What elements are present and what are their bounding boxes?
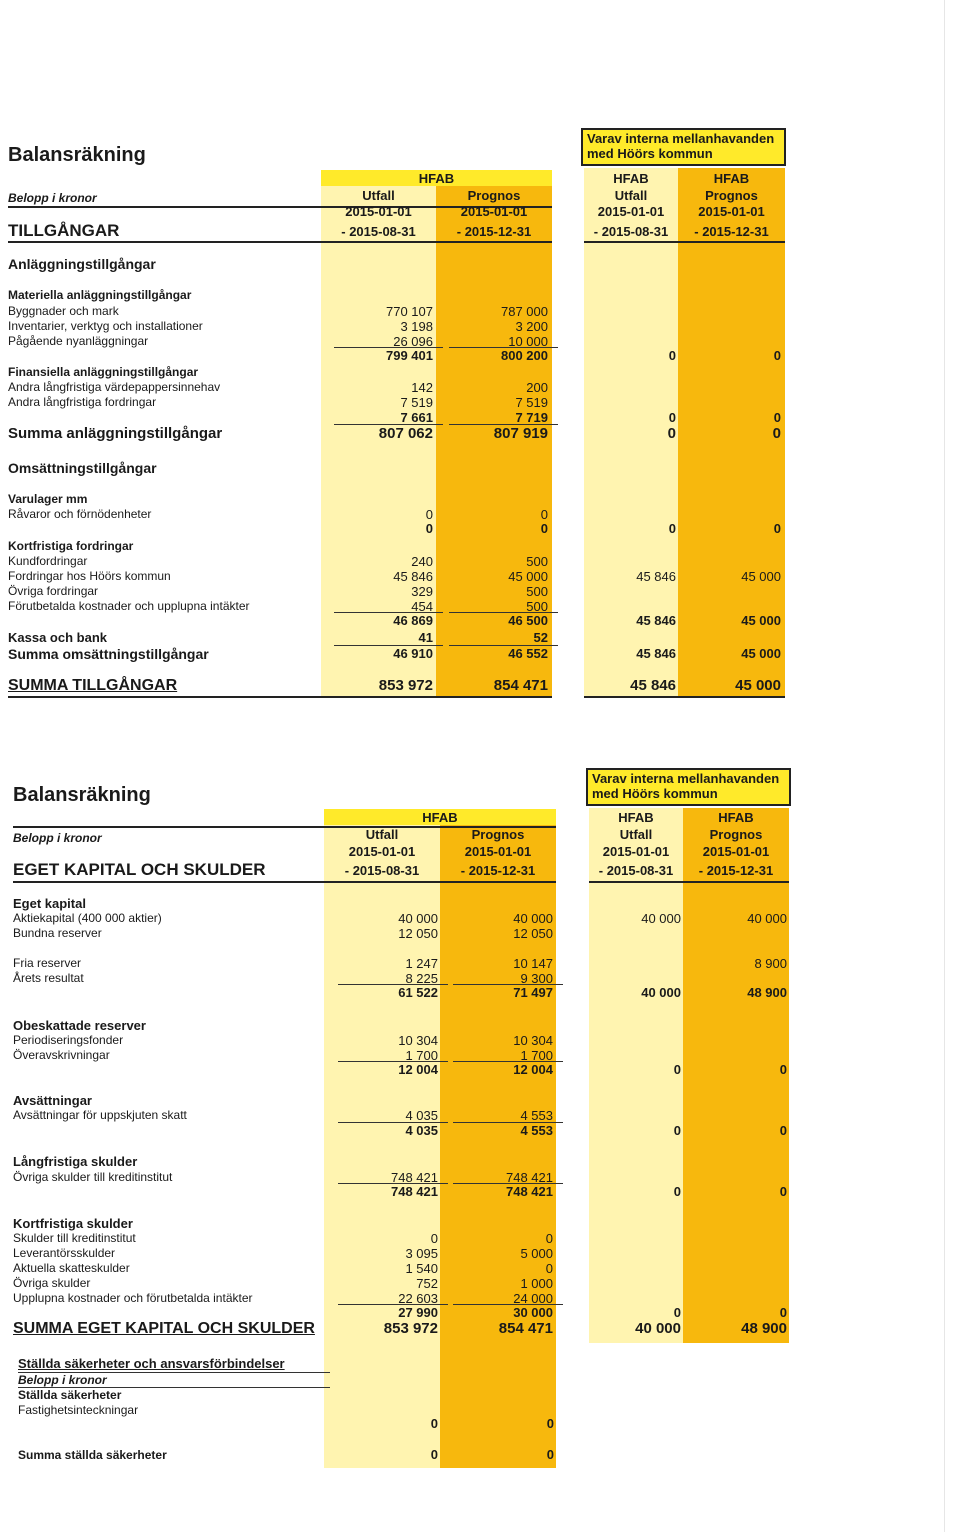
row-value-a: 27 990 [398,1305,438,1320]
row-value-a: 240 [411,554,433,569]
row-value-a: 329 [411,584,433,599]
b-section-rule [13,881,556,883]
row-value-a: 799 401 [386,348,433,363]
row-value-c: 40 000 [641,911,681,926]
sum-rule [449,347,558,348]
pledged-row-b: 0 [546,1416,554,1431]
b-int-col-utfall-to: - 2015-08-31 [598,863,674,878]
b-internal-hfab-utfall: HFAB [618,810,654,825]
row-label: Omsättningstillgångar [8,460,157,476]
col-prognos: Prognos [467,188,521,203]
row-value-c: 40 000 [635,1320,681,1337]
row-label: Råvaror och förnödenheter [8,507,152,521]
row-value-a: 142 [411,380,433,395]
row-value-b: 10 000 [508,334,548,349]
pledged-sub: Ställda säkerheter [18,1388,122,1402]
row-value-a: 752 [416,1276,438,1291]
b-col-prognos-to: - 2015-12-31 [460,863,536,878]
row-label: Avsättningar för uppskjuten skatt [13,1108,187,1122]
b-int-col-utfall-from: 2015-01-01 [602,844,670,859]
row-value-b: 500 [526,584,548,599]
b-col-utfall-to: - 2015-08-31 [344,863,420,878]
b-hfab-label: HFAB [422,810,458,825]
row-value-a: 12 004 [398,1062,438,1077]
row-value-d: 48 900 [741,1320,787,1337]
row-value-a: 454 [411,599,433,614]
sum-rule [334,645,443,646]
row-value-d: 0 [779,1062,787,1077]
row-label: Obeskattade reserver [13,1018,146,1033]
row-label: Varulager mm [8,492,88,506]
b-int-col-prognos: Prognos [709,827,763,842]
sum-rule [453,1061,563,1062]
row-value-d: 0 [773,521,781,536]
row-value-b: 0 [545,1231,553,1246]
row-value-b: 52 [533,630,548,645]
row-label: Anläggningstillgångar [8,256,156,272]
row-value-a: 807 062 [378,425,433,442]
sum-rule [338,1122,448,1123]
total-assets-rule [8,696,552,698]
b-col-prognos-from: 2015-01-01 [464,844,532,859]
row-value-c: 0 [673,1184,681,1199]
row-label: Årets resultat [13,971,84,985]
row-value-a: 8 225 [405,971,438,986]
row-value-d: 40 000 [747,911,787,926]
row-label: Bundna reserver [13,926,102,940]
b-int-col-utfall: Utfall [619,827,653,842]
row-value-a: 853 972 [383,1320,438,1337]
row-value-b: 500 [526,554,548,569]
row-value-a: 10 304 [398,1033,438,1048]
row-value-b: 7 519 [515,395,548,410]
row-value-b: 46 500 [508,613,548,628]
row-value-a: 4 035 [405,1108,438,1123]
row-label: Finansiella anläggningstillgångar [8,365,199,379]
pledged-sum-a: 0 [430,1447,438,1462]
int-col-utfall-from: 2015-01-01 [597,204,665,219]
internal-section-rule [584,241,785,243]
row-value-c: 45 846 [636,569,676,584]
pledged-row-label: Fastighetsinteckningar [18,1403,139,1417]
pledged-sum-b: 0 [546,1447,554,1462]
row-label: Kundfordringar [8,554,88,568]
col-utfall: Utfall [362,188,395,203]
internal-hfab-prognos: HFAB [713,171,750,186]
b-int-col-prognos-to: - 2015-12-31 [698,863,774,878]
row-value-b: 46 552 [508,646,548,661]
row-value-b: 0 [545,1261,553,1276]
row-value-a: 1 540 [405,1261,438,1276]
row-value-b: 4 553 [520,1123,553,1138]
sum-rule [453,1183,563,1184]
row-label: Materiella anläggningstillgångar [8,288,192,302]
internal-box-text: Varav interna mellanhavanden med Höörs kommun [587,131,775,161]
row-value-b: 854 471 [498,1320,553,1337]
row-value-b: 500 [526,599,548,614]
row-value-a: 853 972 [378,677,433,694]
row-value-c: 40 000 [641,985,681,1000]
row-value-b: 45 000 [508,569,548,584]
sum-rule [338,1304,448,1305]
row-value-c: 0 [668,410,676,425]
sum-rule [334,424,443,425]
row-value-a: 26 096 [393,334,433,349]
row-value-a: 61 522 [398,985,438,1000]
pledged-belopp: Belopp i kronor [18,1373,107,1387]
row-value-b: 787 000 [501,304,548,319]
row-label: Överavskrivningar [13,1048,110,1062]
row-value-a: 46 910 [393,646,433,661]
col-prognos-to: - 2015-12-31 [456,224,532,239]
col-utfall-to: - 2015-08-31 [341,224,416,239]
row-label: Byggnader och mark [8,304,119,318]
row-value-d: 48 900 [747,985,787,1000]
int-col-utfall: Utfall [614,188,648,203]
row-label: Upplupna kostnader och förutbetalda intäkter [13,1291,253,1305]
row-label: Kortfristiga skulder [13,1216,133,1231]
row-value-a: 41 [418,630,433,645]
sum-rule [338,1061,448,1062]
row-value-a: 7 519 [400,395,433,410]
b-internal-box-text: Varav interna mellanhavanden med Höörs kommun [592,771,780,801]
row-value-b: 3 200 [515,319,548,334]
row-label: Andra långfristiga fordringar [8,395,157,409]
row-value-b: 748 421 [506,1170,553,1185]
row-value-b: 40 000 [513,911,553,926]
belopp-label: Belopp i kronor [8,191,97,205]
row-label: Aktuella skatteskulder [13,1261,130,1275]
row-value-a: 3 095 [405,1246,438,1261]
sum-rule [338,1183,448,1184]
row-value-b: 854 471 [493,677,548,694]
row-value-b: 9 300 [520,971,553,986]
row-value-d: 45 000 [735,677,781,694]
row-value-c: 0 [673,1305,681,1320]
row-label: Övriga skulder [13,1276,91,1290]
row-label: Övriga skulder till kreditinstitut [13,1170,173,1184]
row-value-d: 0 [779,1305,787,1320]
row-value-d: 0 [773,410,781,425]
row-label: Leverantörsskulder [13,1246,116,1260]
row-value-a: 748 421 [391,1170,438,1185]
int-col-prognos: Prognos [705,188,758,203]
row-value-a: 770 107 [386,304,433,319]
row-value-b: 30 000 [513,1305,553,1320]
row-label: SUMMA EGET KAPITAL OCH SKULDER [13,1320,315,1337]
b-section-title: EGET KAPITAL OCH SKULDER [13,860,266,879]
row-value-c: 0 [673,1062,681,1077]
row-label: Fria reserver [13,956,82,970]
b-col-prognos: Prognos [471,827,525,842]
row-label: Summa anläggningstillgångar [8,425,223,442]
row-value-a: 1 247 [405,956,438,971]
pledged-row-a: 0 [430,1416,438,1431]
row-value-c: 45 846 [636,646,676,661]
row-label: SUMMA TILLGÅNGAR [8,677,178,694]
row-value-a: 45 846 [393,569,433,584]
hfab-label: HFAB [418,171,455,186]
row-label: Kassa och bank [8,630,107,645]
row-label: Långfristiga skulder [13,1154,138,1169]
row-value-b: 5 000 [520,1246,553,1261]
row-label: Eget kapital [13,896,86,911]
row-label: Periodiseringsfonder [13,1033,124,1047]
row-value-d: 0 [779,1123,787,1138]
row-value-c: 45 846 [630,677,676,694]
row-value-d: 8 900 [754,956,787,971]
section-title: TILLGÅNGAR [8,221,120,240]
page-title: Balansräkning [8,144,146,166]
b-internal-hfab-prognos: HFAB [718,810,754,825]
row-value-b: 1 700 [520,1048,553,1063]
row-value-c: 0 [667,425,676,442]
b-internal-box-title [586,768,791,806]
right-edge-line [944,0,945,1532]
row-value-b: 71 497 [513,985,553,1000]
row-value-d: 0 [779,1184,787,1199]
sum-rule [449,645,558,646]
row-value-b: 0 [540,521,548,536]
row-label: Aktiekapital (400 000 aktier) [13,911,162,925]
row-value-b: 1 000 [520,1276,553,1291]
row-value-a: 0 [425,507,433,522]
sum-rule [453,1304,563,1305]
int-col-utfall-to: - 2015-08-31 [593,224,669,239]
row-value-b: 0 [540,507,548,522]
row-value-d: 0 [772,425,781,442]
row-value-a: 0 [430,1231,438,1246]
row-value-c: 0 [668,521,676,536]
row-value-b: 200 [526,380,548,395]
pledged-heading: Ställda säkerheter och ansvarsförbindelser [18,1356,285,1371]
sum-rule [338,984,448,985]
row-value-a: 1 700 [405,1048,438,1063]
internal-total-assets-rule [584,696,785,698]
section-rule [8,241,552,243]
sum-rule [334,612,443,613]
row-value-b: 10 147 [513,956,553,971]
sum-rule [453,1122,563,1123]
row-value-b: 748 421 [506,1184,553,1199]
row-label: Övriga fordringar [8,584,99,598]
col-utfall-from: 2015-01-01 [345,204,412,219]
sum-rule [449,612,558,613]
b-belopp-label: Belopp i kronor [13,831,102,845]
row-value-d: 45 000 [741,646,781,661]
row-value-b: 7 719 [515,410,548,425]
row-value-a: 748 421 [391,1184,438,1199]
int-col-prognos-from: 2015-01-01 [698,204,765,219]
row-value-a: 40 000 [398,911,438,926]
row-value-b: 12 004 [513,1062,553,1077]
row-label: Avsättningar [13,1093,92,1108]
row-value-b: 4 553 [520,1108,553,1123]
internal-hfab-utfall: HFAB [613,171,649,186]
pledged-sum-label: Summa ställda säkerheter [18,1448,167,1462]
row-label: Summa omsättningstillgångar [8,646,209,662]
row-label: Kortfristiga fordringar [8,539,134,553]
row-value-d: 45 000 [741,569,781,584]
row-label: Pågående nyanläggningar [8,334,149,348]
internal-box-title [581,128,786,166]
sum-rule [334,347,443,348]
sum-rule [453,984,563,985]
b-col-utfall-from: 2015-01-01 [348,844,416,859]
row-value-b: 12 050 [513,926,553,941]
b-internal-section-rule [589,881,789,883]
int-col-prognos-to: - 2015-12-31 [694,224,769,239]
row-label: Andra långfristiga värdepappersinnehav [8,380,221,394]
row-label: Inventarier, verktyg och installationer [8,319,203,333]
row-label: Förutbetalda kostnader och upplupna intäkter [8,599,250,613]
row-value-a: 46 869 [393,613,433,628]
row-value-a: 7 661 [400,410,433,425]
row-value-c: 45 846 [636,613,676,628]
row-value-a: 0 [425,521,433,536]
row-value-a: 3 198 [400,319,433,334]
sum-rule [449,424,558,425]
row-value-b: 807 919 [493,425,548,442]
b-int-col-prognos-from: 2015-01-01 [702,844,770,859]
row-value-a: 22 603 [398,1291,438,1306]
row-value-b: 800 200 [501,348,548,363]
col-prognos-from: 2015-01-01 [460,204,528,219]
row-value-a: 12 050 [398,926,438,941]
row-value-c: 0 [668,348,676,363]
row-label: Skulder till kreditinstitut [13,1231,136,1245]
row-value-b: 24 000 [513,1291,553,1306]
b-page-title: Balansräkning [13,784,151,806]
row-value-d: 45 000 [741,613,781,628]
row-value-c: 0 [673,1123,681,1138]
row-value-a: 4 035 [405,1123,438,1138]
row-label: Fordringar hos Höörs kommun [8,569,171,583]
row-value-d: 0 [773,348,781,363]
row-value-b: 10 304 [513,1033,553,1048]
b-col-utfall: Utfall [365,827,399,842]
